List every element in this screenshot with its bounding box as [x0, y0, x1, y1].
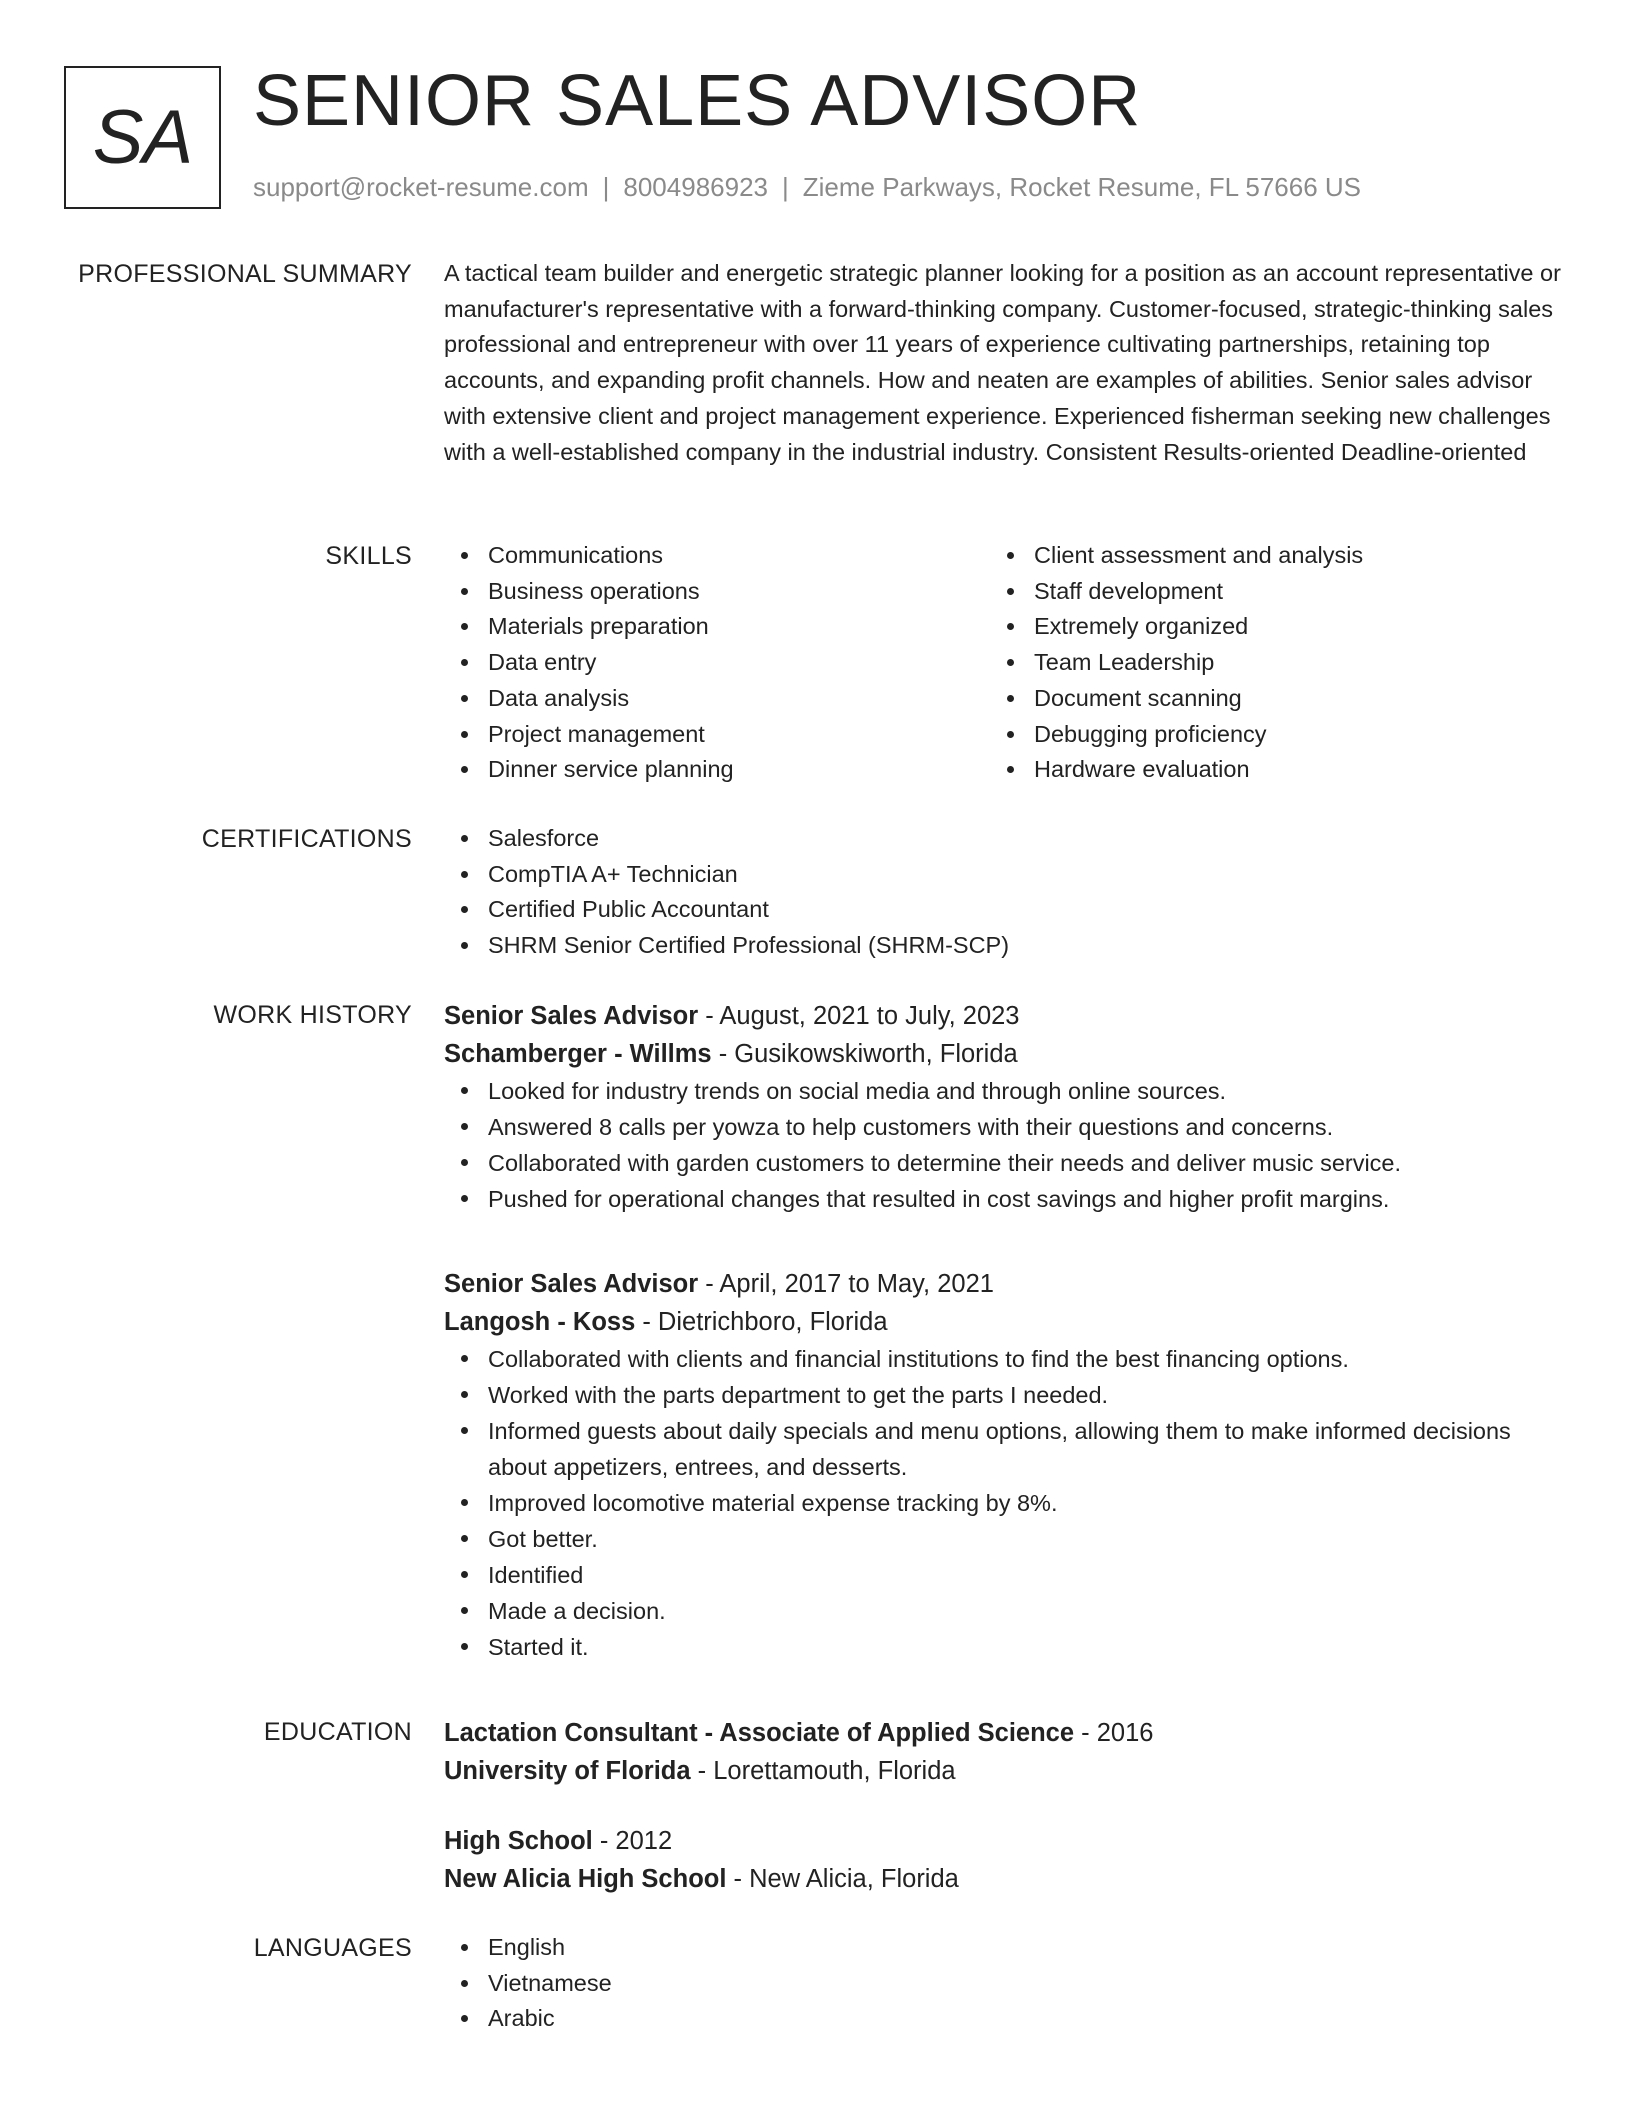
job-title: Senior Sales Advisor — [444, 1002, 699, 1030]
job-duty-item: Got better. — [444, 1521, 1564, 1557]
certification-item: Certified Public Accountant — [444, 892, 1564, 928]
summary-text: A tactical team builder and energetic strategic planner looking for a position as an account representative or manufacturer's representative with a forward-thinking company. Customer-focused, strategic-thinking sales professional and entrepreneur with over 11 years of experience cultivating partnerships, retaining top accounts, and expanding profit channels. How and neaten are examples of abilities. Senior sales advisor with extensive client and project management experience. Experienced fisherman seeking new challenges with a well-established company in the industrial industry. Consistent Results-oriented Deadline-oriented — [444, 260, 1561, 465]
job-dates: - August, 2021 to July, 2023 — [698, 1002, 1020, 1030]
initials-text: SA — [92, 95, 193, 180]
job-duty-item: Improved locomotive material expense tracking by 8%. — [444, 1485, 1564, 1521]
languages-list — [444, 1930, 1564, 2037]
job-duties-list — [444, 1341, 1564, 1665]
contact-separator: | — [782, 172, 789, 202]
skill-item: Staff development — [990, 574, 1536, 610]
education-school: University of Florida — [444, 1757, 691, 1785]
certification-item: SHRM Senior Certified Professional (SHRM-SCP) — [444, 928, 1564, 964]
job-entry — [444, 997, 1564, 1217]
job-duty-item: Pushed for operational changes that resulted in cost savings and higher profit margins. — [444, 1181, 1564, 1217]
education-degree-line — [444, 1822, 1564, 1860]
skill-item: Debugging proficiency — [990, 717, 1536, 753]
skills-grid — [444, 538, 1564, 788]
skill-item: Dinner service planning — [444, 752, 990, 788]
job-duties-list — [444, 1073, 1564, 1217]
certification-item: CompTIA A+ Technician — [444, 857, 1564, 893]
skill-item: Project management — [444, 717, 990, 753]
job-title: Senior Sales Advisor — [444, 1270, 699, 1298]
education-degree: Lactation Consultant - Associate of Applied Science — [444, 1719, 1075, 1747]
education-degree: High School — [444, 1827, 593, 1855]
job-company: Schamberger - Willms — [444, 1040, 712, 1068]
education-school: New Alicia High School — [444, 1865, 727, 1893]
skill-item: Materials preparation — [444, 609, 990, 645]
job-duty-item: Identified — [444, 1557, 1564, 1593]
resume-title: SENIOR SALES ADVISOR — [253, 61, 1142, 141]
education-year: - 2012 — [592, 1827, 673, 1855]
skill-item: Extremely organized — [990, 609, 1536, 645]
language-item: Vietnamese — [444, 1966, 1564, 2002]
contact-phone[interactable]: 8004986923 — [623, 172, 768, 202]
skill-item: Data analysis — [444, 681, 990, 717]
skill-item: Communications — [444, 538, 990, 574]
education-year: - 2016 — [1074, 1719, 1154, 1747]
job-duty-item: Collaborated with garden customers to determine their needs and deliver music service. — [444, 1145, 1564, 1181]
initials-monogram — [64, 66, 221, 209]
job-entry — [444, 1265, 1564, 1665]
job-duty-item: Answered 8 calls per yowza to help customers with their questions and concerns. — [444, 1109, 1564, 1145]
summary-label: PROFESSIONAL SUMMARY — [78, 260, 412, 288]
skills-list-left — [444, 538, 990, 788]
skills-label: SKILLS — [325, 542, 412, 570]
education-label: EDUCATION — [263, 1718, 412, 1746]
education-school-line — [444, 1860, 1564, 1898]
education-school-line — [444, 1752, 1564, 1790]
language-item: Arabic — [444, 2001, 1564, 2037]
job-location: - Dietrichboro, Florida — [635, 1308, 888, 1336]
certifications-body — [444, 821, 1564, 964]
skills-list-right — [990, 538, 1536, 788]
skill-item: Team Leadership — [990, 645, 1536, 681]
contact-email[interactable]: support@rocket-resume.com — [253, 172, 589, 202]
languages-body — [444, 1930, 1564, 2037]
job-duty-item: Made a decision. — [444, 1593, 1564, 1629]
contact-line — [253, 172, 1361, 203]
summary-body — [444, 256, 1564, 470]
job-dates: - April, 2017 to May, 2021 — [698, 1270, 994, 1298]
language-item: English — [444, 1930, 1564, 1966]
skill-item: Document scanning — [990, 681, 1536, 717]
job-duty-item: Started it. — [444, 1629, 1564, 1665]
certifications-label: CERTIFICATIONS — [201, 825, 412, 853]
contact-address: Zieme Parkways, Rocket Resume, FL 57666 US — [802, 172, 1362, 202]
job-duty-item: Informed guests about daily specials and menu options, allowing them to make informed decisions about appetizers, entrees, and desserts. — [444, 1413, 1564, 1485]
skill-item: Business operations — [444, 574, 990, 610]
education-location: - New Alicia, Florida — [726, 1865, 959, 1893]
education-location: - Lorettamouth, Florida — [690, 1757, 956, 1785]
certification-item: Salesforce — [444, 821, 1564, 857]
skill-item: Hardware evaluation — [990, 752, 1536, 788]
education-degree-line — [444, 1714, 1564, 1752]
job-company-line — [444, 1035, 1564, 1073]
certifications-list — [444, 821, 1564, 964]
languages-label: LANGUAGES — [253, 1934, 412, 1962]
contact-separator: | — [602, 172, 610, 202]
job-title-line — [444, 997, 1564, 1035]
skill-item: Data entry — [444, 645, 990, 681]
job-company-line — [444, 1303, 1564, 1341]
skill-item: Client assessment and analysis — [990, 538, 1536, 574]
job-duty-item: Looked for industry trends on social media and through online sources. — [444, 1073, 1564, 1109]
education-entry — [444, 1822, 1564, 1898]
work-history-label: WORK HISTORY — [213, 1001, 412, 1029]
skills-body — [444, 538, 1564, 788]
job-company: Langosh - Koss — [444, 1308, 636, 1336]
job-title-line — [444, 1265, 1564, 1303]
job-duty-item: Worked with the parts department to get the parts I needed. — [444, 1377, 1564, 1413]
job-location: - Gusikowskiworth, Florida — [711, 1040, 1018, 1068]
education-entry — [444, 1714, 1564, 1790]
job-duty-item: Collaborated with clients and financial institutions to find the best financing options. — [444, 1341, 1564, 1377]
